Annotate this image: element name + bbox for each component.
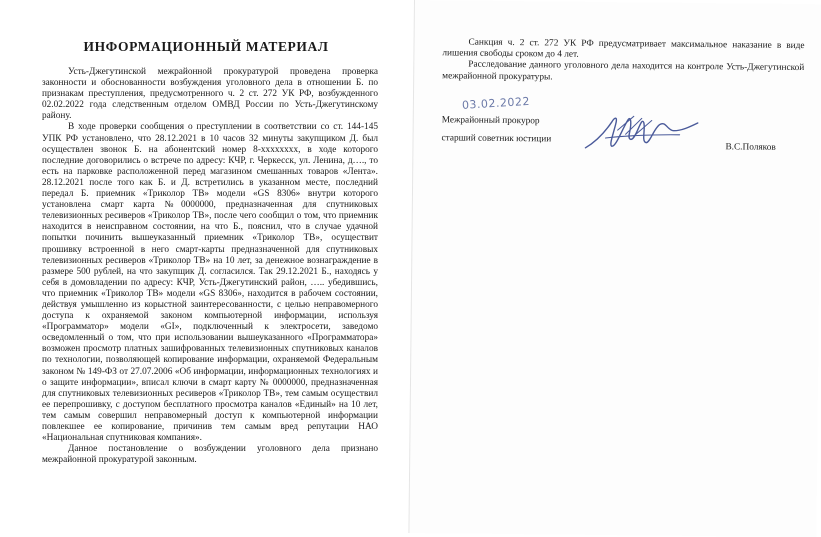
paragraph-intro: Усть-Джегутинской межрайонной прокуратурой проведена проверка законности и обоснованности возбуждения уголовного дела в отношении Б. по признакам преступления, предусмотренного ч. 2 ст. 272 УК РФ, возбужденного 02.02.2022 года следственным отделом ОМВД России по Усть-Джегутинскому району. — [42, 67, 378, 122]
signer-name: В.С.Поляков — [725, 142, 776, 153]
right-document-page — [408, 0, 821, 537]
document-title: ИНФОРМАЦИОННЫЙ МАТЕРИАЛ — [83, 39, 329, 54]
signer-position-line2: старший советник юстиции — [441, 133, 552, 145]
signer-position-line1: Межрайонный прокурор — [441, 115, 540, 127]
left-document-page — [0, 0, 412, 533]
document-body — [42, 67, 378, 466]
right-body — [442, 37, 804, 86]
paragraph-conclusion: Данное постановление о возбуждении уголовного дела признано межрайонной прокуратурой законным. — [42, 444, 378, 466]
paragraph-facts: В ходе проверки сообщения о преступлении в соответствии со ст. 144-145 УПК РФ установлено, что 28.12.2021 в 10 часов 32 минуты закупщиком Д. был осуществлен звонок Б. на абонентский номер 8-хххххххх, в ходе которого последние договорились о встрече по адресу: КЧР, г. Черкесск, ул. Ленина, д…., то есть на парковке расположенной перед магазином смешанных товаров «Лента». 28.12.2021 после того как Б. и Д. встретились в указанном месте, последний передал Б. приемник «Триколор ТВ» модели «GS 8306» внутри которого установлена смарт карта №0000000, предназначенная для спутниковых телевизионных ресиверов «Триколор ТВ», после чего сообщил о том, что приемник находится в неисправном состоянии, на что Б., пояснил, что в случае удачной попытки починить вышеуказанный приемник «Триколор ТВ», осуществит прошивку встроенной в него смарт-карты предназначенной для спутниковых телевизионных ресиверов «Триколор ТВ» на 10 лет, за денежное вознаграждение в размере 500 рублей, на что закупщик Д. согласился. Так 29.12.2021 Б., находясь у себя в домовладении по адресу: КЧР, Усть-Джегутинский район, ….. убедившись, что приемник «Триколор ТВ» модели «GS 8306», находится в рабочем состоянии, действуя умышленно из корыстной заинтересованности, с целью неправомерного доступа к охраняемой законом компьютерной информации, используя «Программатор» модели «GI», подключенный к электросети, заведомо осведомленный о том, что при использовании вышеуказанного «Программатора» возможен просмотр платных зашифрованных телевизионных спутниковых каналов по технологии, позволяющей копирование информации, охраняемой Федеральным законом № 149-ФЗ от 27.07.2006 «Об информации, информационных технологиях и о защите информации», вписал ключи в смарт карту № 0000000, предназначенная для спутниковых телевизионных ресиверов «Триколор ТВ», тем самым осуществил ее перепрошивку, с доступом бесплатного просмотра каналов «Единый» на 10 лет, тем самым совершил неправомерный доступ к компьютерной информации повлекшее ее копирование, причинив тем самым вред репутации НАО «Национальная спутниковая компания». — [42, 122, 378, 444]
handwritten-date: 03.02.2022 — [461, 94, 531, 112]
paragraph-control: Расследование данного уголовного дела находится на контроле Усть-Джегутинской межрайонной прокуратуры. — [442, 59, 805, 83]
paragraph-sanction: Санкция ч. 2 ст. 272 УК РФ предусматривает максимальное наказание в виде лишения свободы сроком до 4 лет. — [442, 37, 805, 60]
signature-icon — [581, 108, 701, 157]
